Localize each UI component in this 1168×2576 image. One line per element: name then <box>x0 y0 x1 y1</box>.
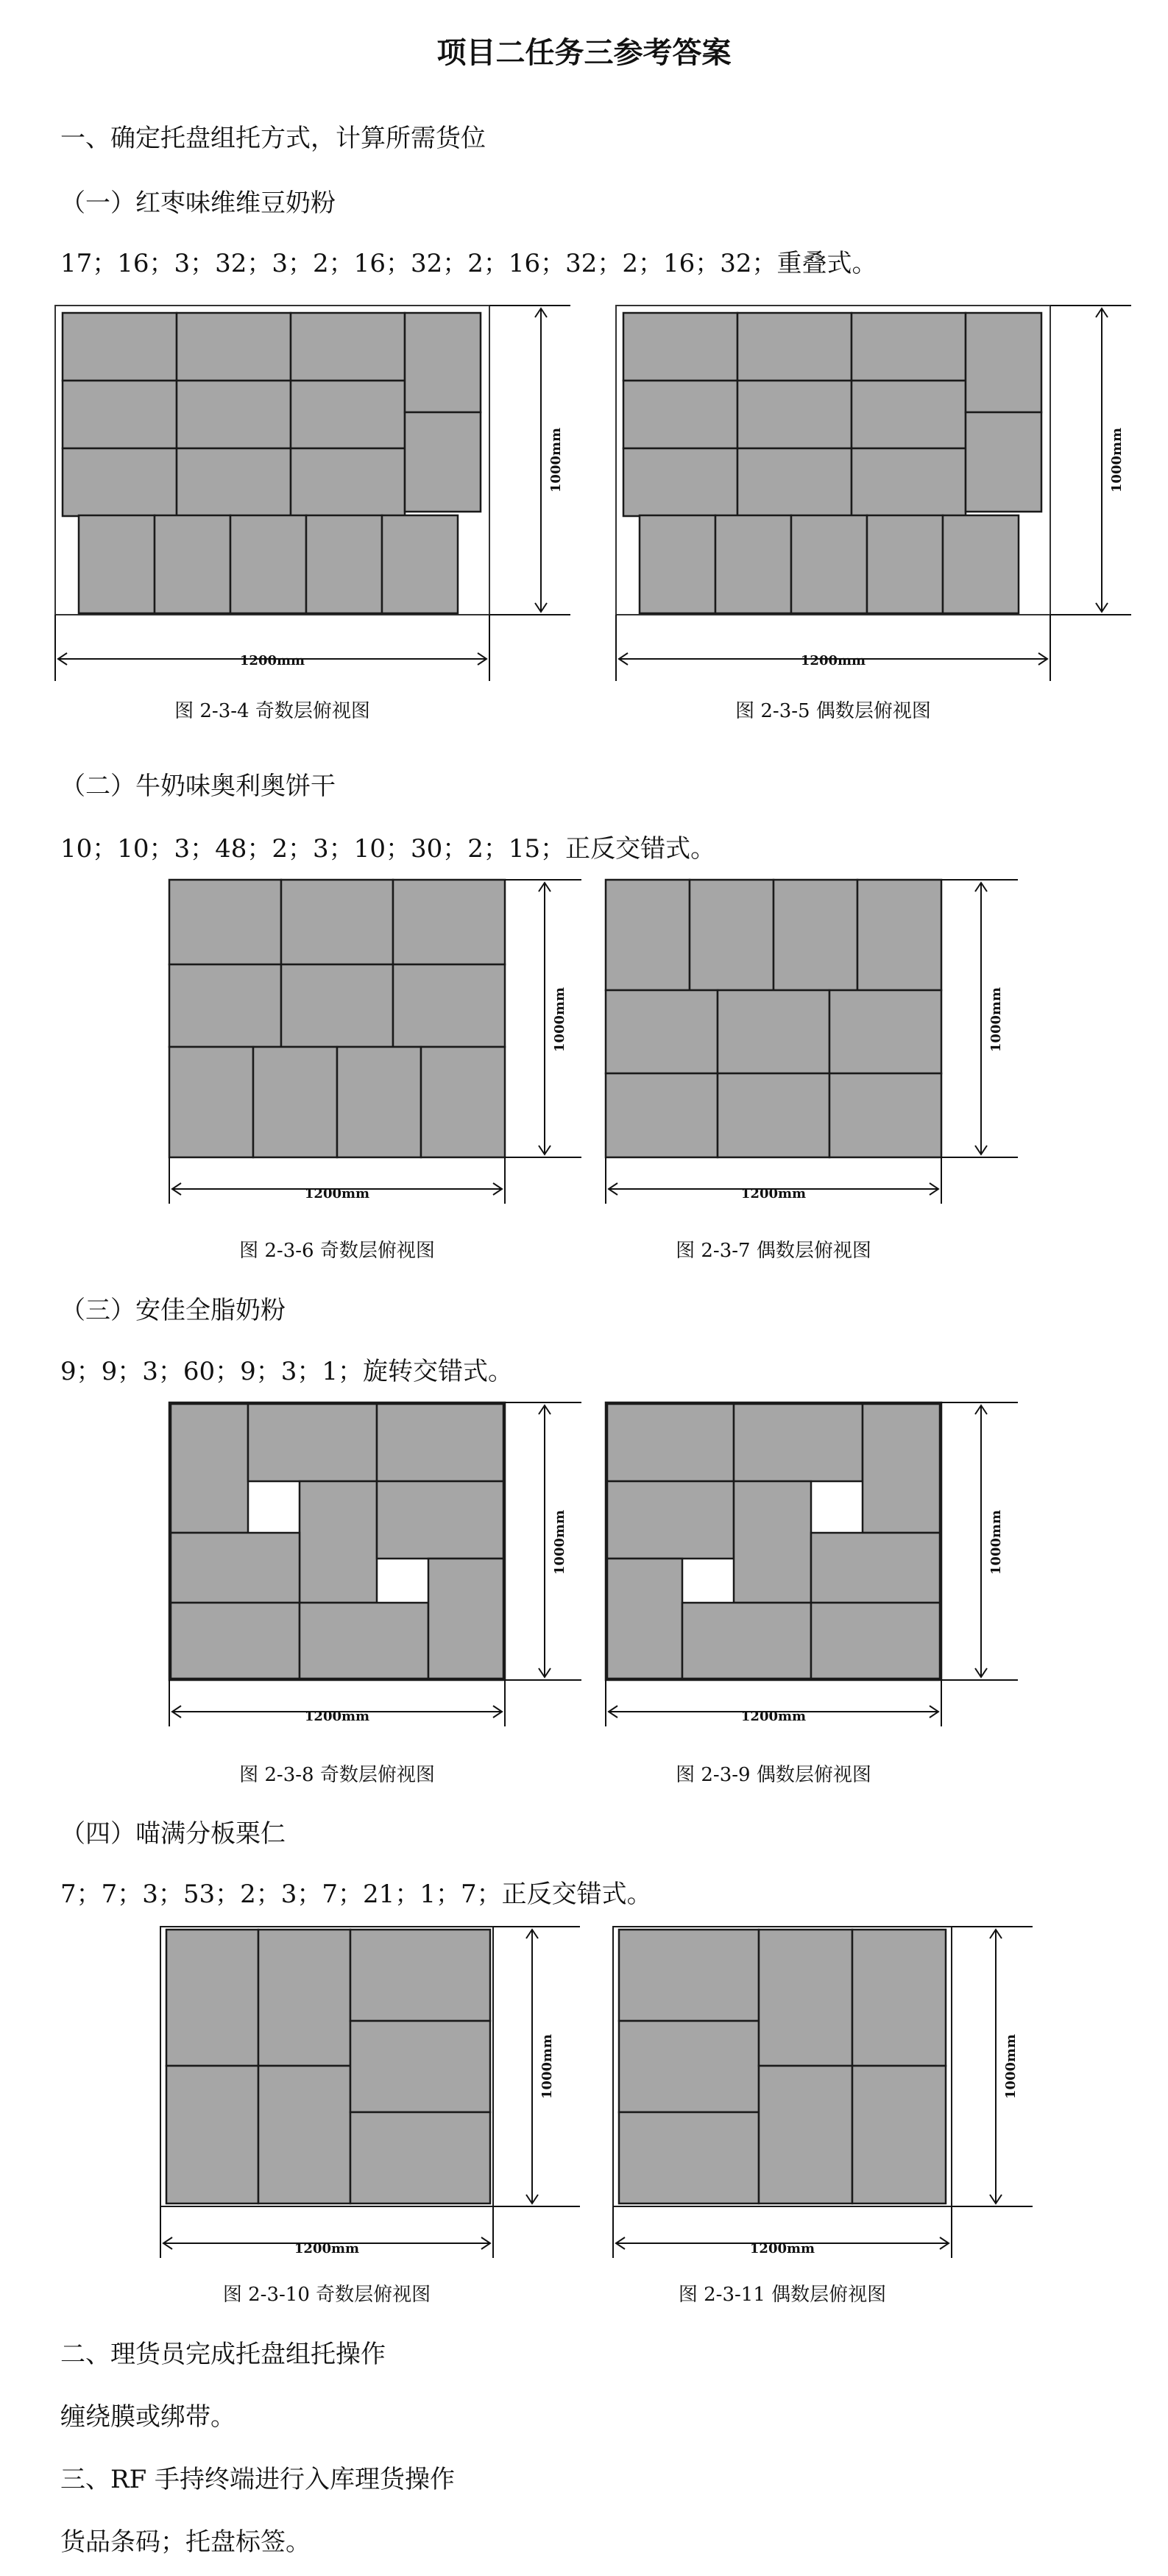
page-title: 项目二任务三参考答案 <box>436 35 732 70</box>
box <box>281 880 393 964</box>
box <box>177 381 291 448</box>
box <box>63 313 177 381</box>
width-label: 1200mm <box>239 653 305 668</box>
box <box>300 1603 428 1679</box>
box <box>852 1930 946 2066</box>
box <box>405 412 481 512</box>
box <box>171 1533 300 1603</box>
box <box>811 1603 940 1679</box>
box <box>607 1559 682 1679</box>
item3-odd-layer-diagram <box>169 1402 581 1734</box>
box <box>350 1930 490 2021</box>
item2-even-layer-diagram <box>606 880 1018 1211</box>
depth-label: 1000mm <box>552 987 567 1053</box>
box <box>248 1404 377 1481</box>
item2-heading: （二）牛奶味奥利奥饼干 <box>60 772 336 801</box>
box <box>306 515 382 613</box>
box <box>300 1481 377 1603</box>
box <box>393 964 505 1047</box>
depth-label: 1000mm <box>548 427 564 493</box>
box <box>63 381 177 448</box>
box <box>258 1930 350 2066</box>
box <box>715 515 791 613</box>
item2-answer: 10；10；3；48；2；3；10；30；2；15；正反交错式。 <box>60 834 716 864</box>
box <box>171 1603 300 1679</box>
depth-label: 1000mm <box>988 987 1004 1053</box>
box <box>619 1930 759 2021</box>
box <box>867 515 943 613</box>
box <box>623 448 737 516</box>
box <box>281 964 393 1047</box>
box <box>829 1073 941 1157</box>
depth-label: 1000mm <box>539 2033 555 2100</box>
width-label: 1200mm <box>749 2241 815 2256</box>
box <box>169 1047 253 1157</box>
box <box>291 448 405 516</box>
box <box>166 2066 258 2203</box>
box <box>734 1404 863 1481</box>
box <box>857 880 941 990</box>
box <box>258 2066 350 2203</box>
box <box>169 964 281 1047</box>
item1-even-caption: 图 2-3-5 偶数层俯视图 <box>735 700 931 722</box>
box <box>606 1073 718 1157</box>
box <box>863 1404 940 1533</box>
item3-even-caption: 图 2-3-9 偶数层俯视图 <box>676 1764 871 1786</box>
item4-odd-layer-diagram <box>160 1927 587 2273</box>
box <box>79 515 155 613</box>
box <box>421 1047 505 1157</box>
box <box>852 448 966 516</box>
box <box>623 381 737 448</box>
box <box>253 1047 337 1157</box>
box <box>774 880 857 990</box>
box <box>619 2021 759 2112</box>
box <box>791 515 867 613</box>
box <box>393 880 505 964</box>
box <box>606 880 690 990</box>
box <box>428 1559 503 1679</box>
box <box>606 990 718 1073</box>
box <box>405 313 481 412</box>
width-label: 1200mm <box>740 1186 807 1201</box>
box <box>718 990 829 1073</box>
box <box>640 515 715 613</box>
item2-odd-layer-diagram <box>169 880 581 1211</box>
box <box>682 1603 811 1679</box>
box <box>619 2112 759 2203</box>
box <box>607 1481 734 1559</box>
width-label: 1200mm <box>800 653 866 668</box>
box <box>943 515 1019 613</box>
depth-label: 1000mm <box>552 1509 567 1575</box>
item4-even-layer-diagram <box>613 1927 1040 2273</box>
section3-answer: 货品条码；托盘标签。 <box>60 2527 311 2557</box>
box <box>177 448 291 516</box>
section3-heading: 三、RF 手持终端进行入库理货操作 <box>60 2465 455 2494</box>
box <box>155 515 230 613</box>
item1-even-layer-diagram <box>616 306 1131 674</box>
box <box>811 1533 940 1603</box>
section2-answer: 缠绕膜或绑带。 <box>60 2402 236 2432</box>
depth-label: 1000mm <box>1109 427 1125 493</box>
box <box>966 412 1041 512</box>
item3-even-layer-diagram <box>606 1402 1018 1734</box>
box <box>350 2112 490 2203</box>
box <box>737 448 852 516</box>
box <box>966 313 1041 412</box>
item1-odd-layer-diagram <box>55 306 570 674</box>
box <box>607 1404 734 1481</box>
section1-heading: 一、确定托盘组托方式，计算所需货位 <box>60 124 486 153</box>
box <box>852 2066 946 2203</box>
depth-label: 1000mm <box>988 1509 1004 1575</box>
box <box>177 313 291 381</box>
box <box>377 1481 503 1559</box>
box <box>166 1930 258 2066</box>
box <box>230 515 306 613</box>
item1-heading: （一）红枣味维维豆奶粉 <box>60 188 336 218</box>
box <box>759 1930 852 2066</box>
box <box>623 313 737 381</box>
box <box>734 1481 811 1603</box>
item4-even-caption: 图 2-3-11 偶数层俯视图 <box>678 2284 887 2306</box>
box <box>829 990 941 1073</box>
box <box>291 313 405 381</box>
depth-label: 1000mm <box>1003 2033 1019 2100</box>
box <box>169 880 281 964</box>
item3-heading: （三）安佳全脂奶粉 <box>60 1296 286 1325</box>
box <box>291 381 405 448</box>
box <box>337 1047 421 1157</box>
box <box>737 313 852 381</box>
width-label: 1200mm <box>294 2241 360 2256</box>
item4-heading: （四）喵满分板栗仁 <box>60 1819 286 1849</box>
box <box>737 381 852 448</box>
box <box>377 1404 503 1481</box>
box <box>852 381 966 448</box>
box <box>63 448 177 516</box>
width-label: 1200mm <box>740 1709 807 1724</box>
item1-odd-caption: 图 2-3-4 奇数层俯视图 <box>174 700 370 722</box>
width-label: 1200mm <box>304 1709 370 1724</box>
item2-even-caption: 图 2-3-7 偶数层俯视图 <box>676 1240 871 1262</box>
box <box>759 2066 852 2203</box>
section2-heading: 二、理货员完成托盘组托操作 <box>60 2340 386 2369</box>
item1-answer: 17；16；3；32；3；2；16；32；2；16；32；2；16；32；重叠式。 <box>60 249 877 278</box>
item3-answer: 9；9；3；60；9；3；1；旋转交错式。 <box>60 1357 514 1386</box>
item4-answer: 7；7；3；53；2；3；7；21；1；7；正反交错式。 <box>60 1880 652 1909</box>
item4-odd-caption: 图 2-3-10 奇数层俯视图 <box>222 2284 431 2306</box>
box <box>690 880 774 990</box>
box <box>718 1073 829 1157</box>
item2-odd-caption: 图 2-3-6 奇数层俯视图 <box>239 1240 435 1262</box>
box <box>171 1404 248 1533</box>
width-label: 1200mm <box>304 1186 370 1201</box>
item3-odd-caption: 图 2-3-8 奇数层俯视图 <box>239 1764 435 1786</box>
box <box>382 515 458 613</box>
box <box>852 313 966 381</box>
box <box>350 2021 490 2112</box>
